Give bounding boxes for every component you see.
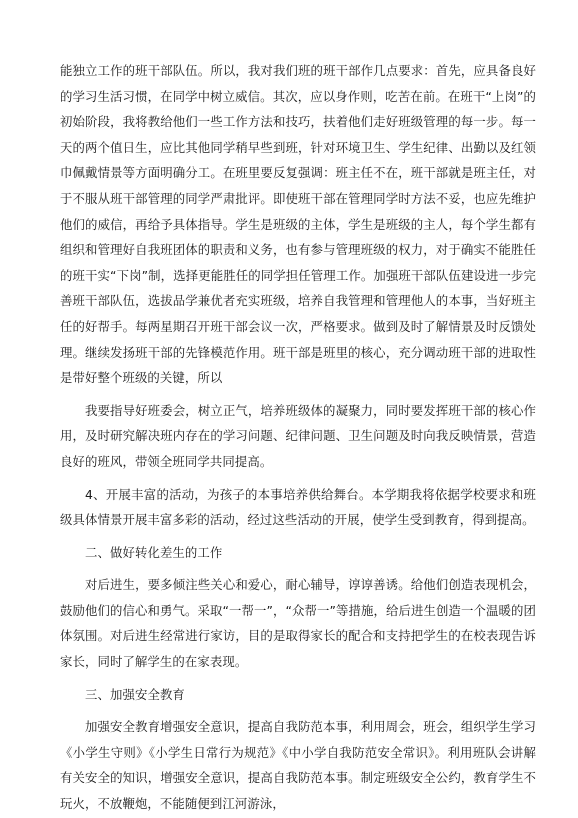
paragraph-class-committee-guidance: 我要指导好班委会，树立正气，培养班级体的凝聚力，同时要发挥班干部的核心作用，及时研究解决班内存在的学习问题、纪律问题、卫生问题及时向我反映情景，营造良好的班风，带领全班同学共同提高。 (60, 402, 536, 469)
paragraph-rich-activities: 4、开展丰富的活动，为孩子的本事培养供给舞台。本学期我将依据学校要求和班级具体情景开展丰富多彩的活动，经过这些活动的开展，使学生受到教育，得到提高。 (60, 486, 536, 528)
paragraph-safety-education: 加强安全教育增强安全意识，提高自我防范本事，利用周会，班会，组织学生学习《小学生守则》《小学生日常行为规范》《中小学自我防范安全常识》。利用班队会讲解有关安全的知识，增强安全意识，提高自我防范本事。制定班级安全公约，教育学生不玩火，不放鞭炮，不能随便到江河游泳， (60, 719, 536, 812)
section-heading-safety-education: 三、加强安全教育 (85, 686, 185, 702)
section-heading-underachievers: 二、做好转化差生的工作 (85, 544, 223, 560)
paragraph-underachiever-support: 对后进生，要多倾注些关心和爱心，耐心辅导，谆谆善诱。给他们创造表现机会，鼓励他们的信心和勇气。采取“一帮一”，“众帮一”等措施，给后进生创造一个温暖的团体氛围。对后进生经常进行家访，目的是取得家长的配合和支持把学生的在校表现告诉家长，同时了解学生的在家表现。 (60, 577, 536, 670)
paragraph-class-cadre-requirements: 能独立工作的班干部队伍。所以，我对我们班的班干部作几点要求：首先，应具备良好的学习生活习惯，在同学中树立威信。其次，应以身作则，吃苦在前。在班干“上岗”的初始阶段，我将教给他们一些工作方法和技巧，扶着他们走好班级管理的每一步。每一天的两个值日生，应比其他同学稍早些到班，针对环境卫生、学生纪律、出勤以及红领巾佩戴情景等方面明确分工。在班里要反复强调：班主任不在，班干部就是班主任，对于不服从班干部管理的同学严肃批评。即使班干部在管理同学时方法不妥，也应先维护他们的威信，再给予具体指导。学生是班级的主体，学生是班级的主人，每个学生都有组织和管理好自我班团体的职责和义务，也有参与管理班级的权力，对于确实不能胜任的班干实“下岗”制，选择更能胜任的同学担任管理工作。加强班干部队伍建设进一步完善班干部队伍，选拔品学兼优者充实班级，培养自我管理和管理他人的本事，当好班主任的好帮手。每两星期召开班干部会议一次，严格要求。做到及时了解情景及时反馈处理。继续发扬班干部的先锋模范作用。班干部是班里的核心，充分调动班干部的进取性是带好整个班级的关键，所以 (60, 63, 536, 386)
